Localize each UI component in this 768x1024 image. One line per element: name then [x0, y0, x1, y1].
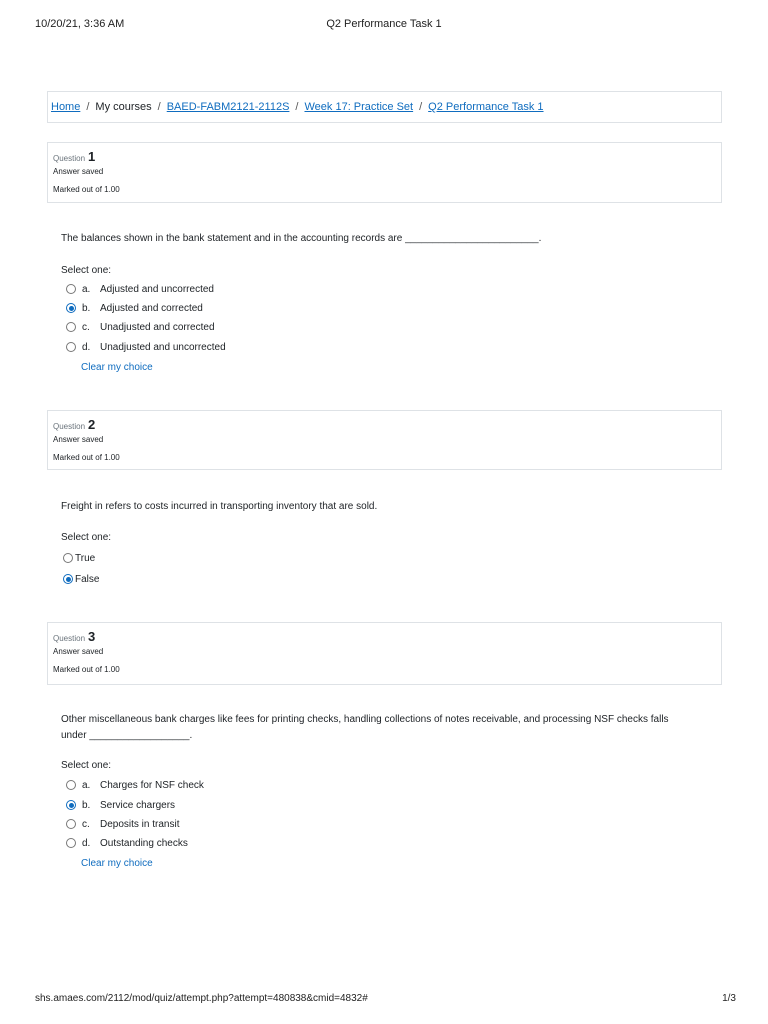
question-1-option-b[interactable]: [66, 301, 203, 315]
option-letter: c.: [82, 818, 90, 830]
question-2-option-false[interactable]: [63, 572, 99, 586]
breadcrumb-separator: /: [157, 101, 161, 113]
radio-button-selected[interactable]: [66, 303, 76, 313]
option-label: Unadjusted and corrected: [100, 321, 215, 333]
question-grade: Marked out of 1.00: [53, 453, 120, 462]
breadcrumb-home-link[interactable]: Home: [51, 101, 81, 113]
breadcrumb-quiz-link[interactable]: Q2 Performance Task 1: [428, 101, 544, 113]
radio-button-selected[interactable]: [63, 574, 73, 584]
option-label: Service chargers: [100, 799, 176, 811]
question-2-info: [47, 410, 722, 470]
question-label: Question: [53, 422, 86, 431]
question-number-value: 3: [88, 629, 96, 644]
question-3-prompt: Select one:: [61, 760, 112, 771]
option-letter: a.: [82, 779, 91, 791]
radio-button[interactable]: [66, 838, 76, 848]
clear-choice-link[interactable]: Clear my choice: [81, 858, 153, 869]
option-label: True: [75, 552, 96, 564]
question-3-option-d[interactable]: [66, 836, 188, 850]
question-3-option-b[interactable]: [66, 798, 175, 812]
question-number: [53, 628, 716, 645]
radio-button[interactable]: [66, 322, 76, 332]
question-number: [53, 416, 716, 433]
question-3-text: Other miscellaneous bank charges like fees for printing checks, handling collections of notes receivable, and processing NSF checks falls under __________________.: [61, 714, 669, 741]
breadcrumb-my-courses: My courses: [95, 101, 152, 113]
question-2-text: Freight in refers to costs incurred in transporting inventory that are sold.: [61, 501, 378, 512]
print-url: shs.amaes.com/2112/mod/quiz/attempt.php?attempt=480838&cmid=4832#: [35, 993, 368, 1004]
option-label: Adjusted and uncorrected: [100, 283, 214, 295]
question-3-option-c[interactable]: [66, 817, 179, 831]
option-letter: d.: [82, 341, 91, 353]
radio-button[interactable]: [63, 553, 73, 563]
clear-choice-link[interactable]: Clear my choice: [81, 362, 153, 373]
option-label: Deposits in transit: [100, 818, 180, 830]
breadcrumb-week-link[interactable]: Week 17: Practice Set: [304, 101, 414, 113]
question-grade: Marked out of 1.00: [53, 665, 120, 674]
question-number-value: 1: [88, 149, 96, 164]
radio-button[interactable]: [66, 819, 76, 829]
question-1-option-a[interactable]: [66, 282, 214, 296]
question-2-prompt: Select one:: [61, 532, 112, 543]
question-number-value: 2: [88, 417, 96, 432]
option-label: Outstanding checks: [100, 837, 188, 849]
radio-button[interactable]: [66, 780, 76, 790]
option-letter: d.: [82, 837, 91, 849]
question-1-prompt: Select one:: [61, 265, 112, 276]
question-label: Question: [53, 154, 86, 163]
option-letter: c.: [82, 321, 90, 333]
breadcrumb-course-link[interactable]: BAED-FABM2121-2112S: [166, 101, 290, 113]
option-label: False: [75, 573, 100, 585]
question-3-option-a[interactable]: [66, 778, 204, 792]
question-1-option-c[interactable]: [66, 320, 215, 334]
option-letter: b.: [82, 799, 91, 811]
question-state: Answer saved: [53, 167, 104, 176]
option-label: Unadjusted and uncorrected: [100, 341, 226, 353]
question-1-option-d[interactable]: [66, 340, 226, 354]
question-number: [53, 148, 716, 165]
print-timestamp: 10/20/21, 3:36 AM: [35, 18, 125, 30]
option-label: Adjusted and corrected: [100, 302, 203, 314]
question-label: Question: [53, 634, 86, 643]
breadcrumb: [47, 91, 722, 123]
option-letter: b.: [82, 302, 91, 314]
option-label: Charges for NSF check: [100, 779, 204, 791]
print-footer: [0, 993, 768, 1007]
radio-button[interactable]: [66, 284, 76, 294]
question-3-info: [47, 622, 722, 685]
print-page-number: 1/3: [722, 993, 736, 1004]
question-grade: Marked out of 1.00: [53, 185, 120, 194]
question-1-text: The balances shown in the bank statement and in the accounting records are ________________________.: [61, 233, 542, 244]
question-state: Answer saved: [53, 647, 104, 656]
radio-button[interactable]: [66, 342, 76, 352]
option-letter: a.: [82, 283, 91, 295]
breadcrumb-separator: /: [419, 101, 423, 113]
radio-button-selected[interactable]: [66, 800, 76, 810]
print-page-title: Q2 Performance Task 1: [326, 18, 442, 30]
breadcrumb-separator: /: [295, 101, 299, 113]
question-2-option-true[interactable]: [63, 551, 95, 565]
question-1-info: [47, 142, 722, 203]
print-header: [0, 18, 768, 32]
breadcrumb-separator: /: [86, 101, 90, 113]
question-state: Answer saved: [53, 435, 104, 444]
